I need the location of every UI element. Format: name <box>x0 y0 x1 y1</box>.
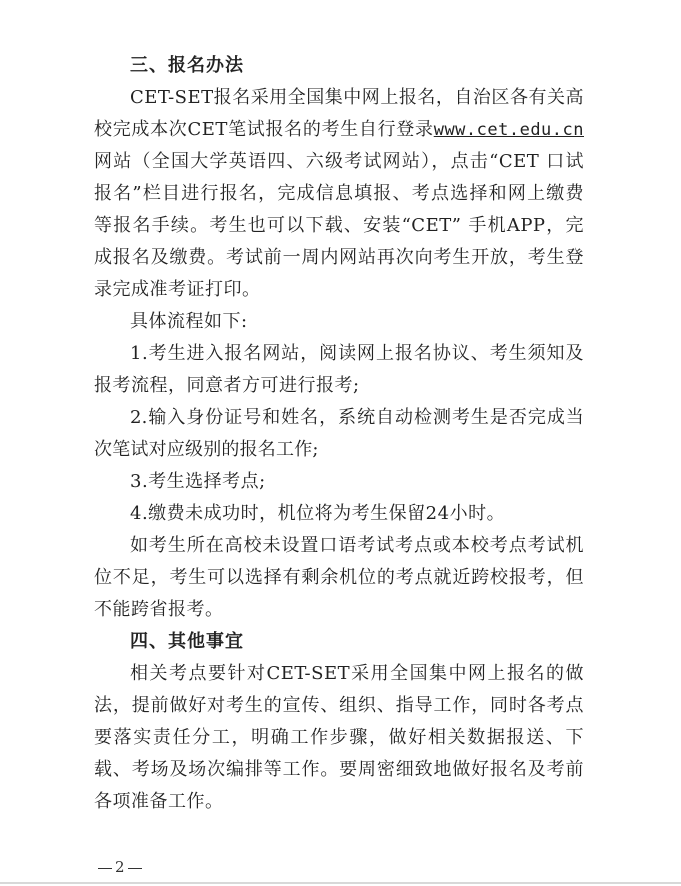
page-footer <box>95 858 145 876</box>
section-3-paragraph-after: 如考生所在高校未设置口语考试考点或本校考点考试机位不足，考生可以选择有剩余机位的考点就近跨校报考，但不能跨省报考。 <box>94 535 584 620</box>
section-4-heading: 四、其他事宜 <box>130 631 244 652</box>
bottom-edge <box>0 882 681 884</box>
section-4-paragraph-1: 相关考点要针对CET-SET采用全国集中网上报名的做法，提前做好对考生的宣传、组织、指导工作，同时各考点要落实责任分工，明确工作步骤，做好相关数据报送、下载、考场及场次编排等工作。要周密细致地做好报名及考前各项准备工作。 <box>94 663 584 812</box>
flow-intro: 具体流程如下: <box>130 311 248 332</box>
section-3-heading: 三、报名办法 <box>130 55 244 76</box>
step-4: 4.缴费未成功时，机位将为考生保留24小时。 <box>130 503 506 524</box>
section-3-paragraph-1 <box>94 82 584 306</box>
page-number: 2 <box>115 858 125 876</box>
footer-right-dash <box>128 868 142 869</box>
cet-website-link[interactable]: www.cet.edu.cn <box>433 120 584 140</box>
step-1: 1.考生进入报名网站，阅读网上报名协议、考生须知及报考流程，同意者方可进行报考; <box>94 343 584 396</box>
step-3: 3.考生选择考点; <box>130 471 266 492</box>
section-3-paragraph-1-text-b: 网站（全国大学英语四、六级考试网站），点击“CET 口试报名”栏目进行报名，完成信息填报、考点选择和网上缴费等报名手续。考生也可以下载、安装“CET” 手机APP，完成报名及缴费。考试前一周内网站再次向考生开放，考生登录完成准考证打印。 <box>94 151 584 300</box>
document-body <box>94 50 584 818</box>
footer-left-dash <box>98 868 112 869</box>
section-3-paragraph-1-text-a: CET-SET报名采用全国集中网上报名，自治区各有关高校完成本次CET笔试报名的考生自行登录 <box>94 87 584 140</box>
step-2: 2.输入身份证号和姓名，系统自动检测考生是否完成当次笔试对应级别的报名工作; <box>94 407 584 460</box>
